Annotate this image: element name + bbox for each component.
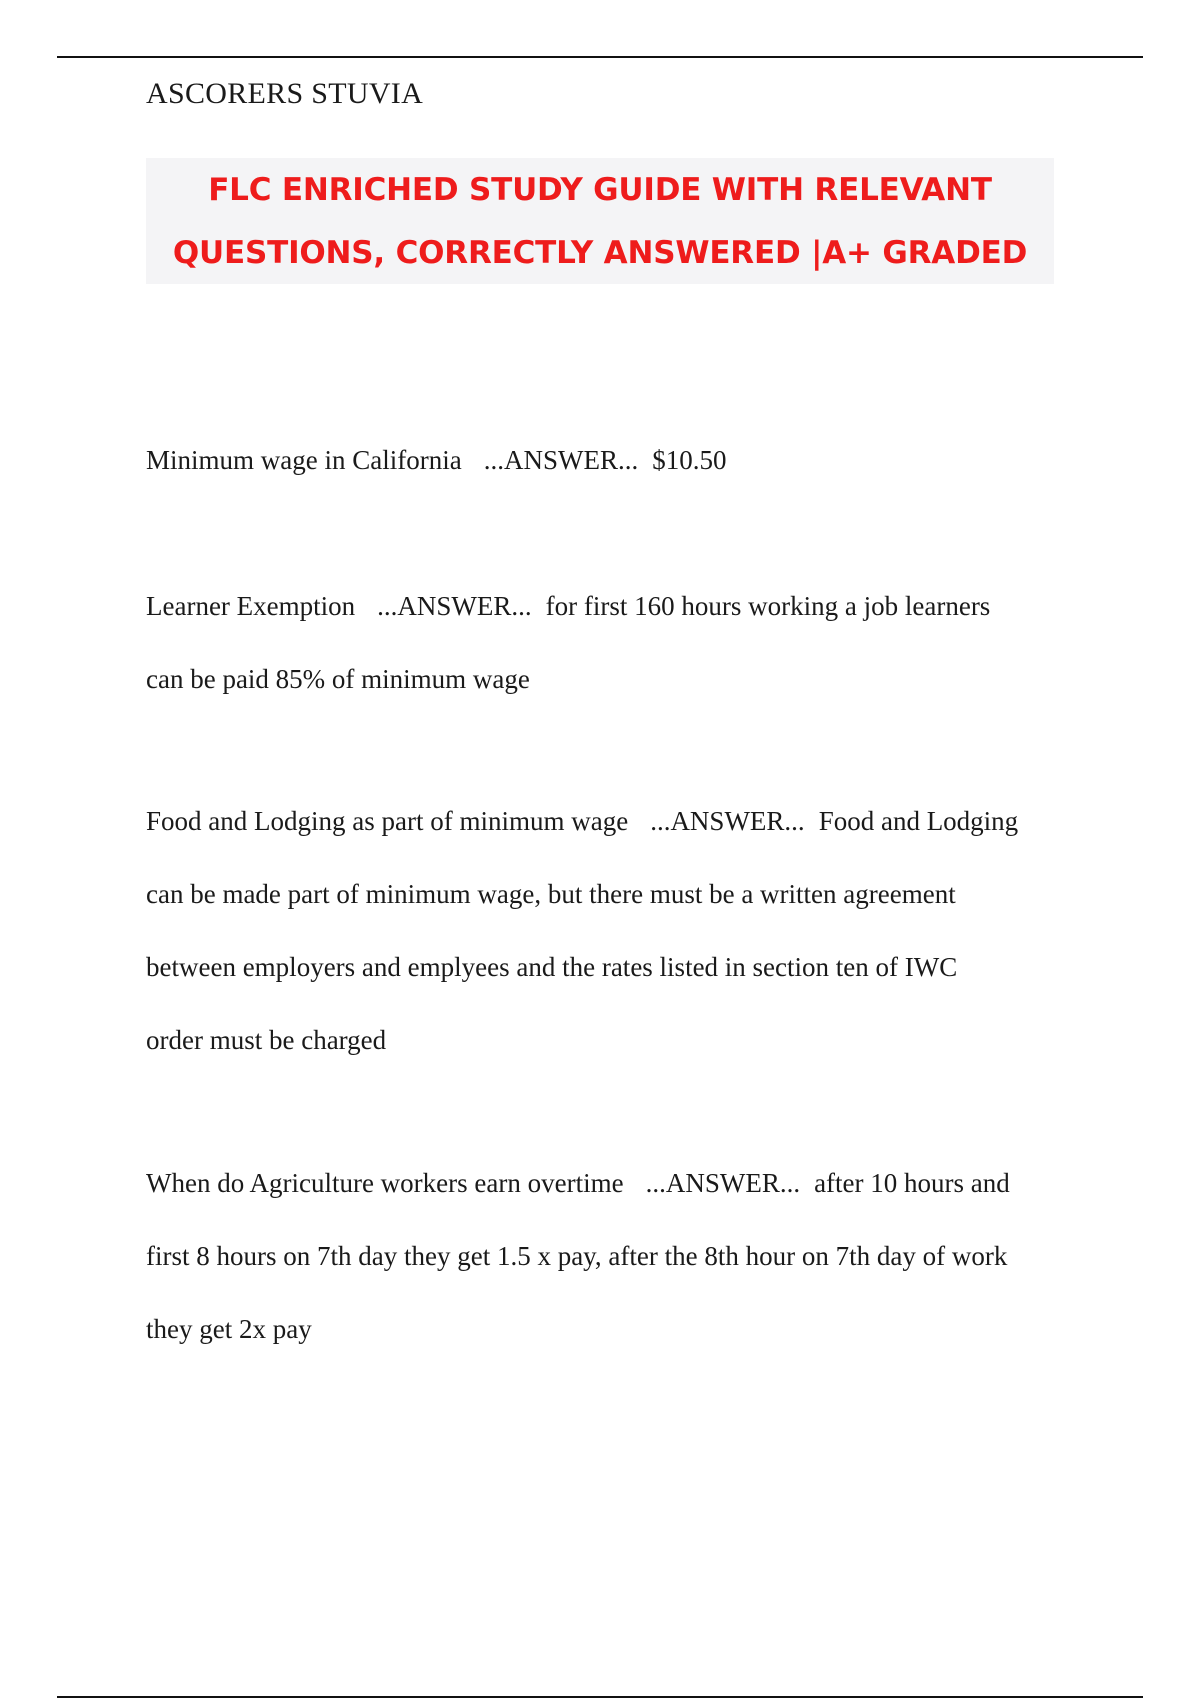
answer-continuation: can be paid 85% of minimum wage [146,664,530,694]
title-line-2: QUESTIONS, CORRECTLY ANSWERED |A+ GRADED [172,235,1028,271]
answer-text: for first 160 hours working a job learners [545,591,991,621]
bottom-rule [57,1696,1143,1698]
answer-continuation: order must be charged [146,1025,387,1055]
qa-line [146,424,1066,497]
answer-continuation: between employers and emplyees and the rates listed in section ten of IWC [146,952,958,982]
answer-text: Food and Lodging [818,806,1019,836]
question-text: Learner Exemption [146,591,356,621]
qa-line [146,570,1066,643]
top-rule [57,56,1143,58]
qa-line [146,785,1066,858]
header-brand: ASCORERS STUVIA [146,77,424,110]
answer-marker: ...ANSWER... [645,1168,801,1198]
answer-marker: ...ANSWER... [483,445,639,475]
answer-continuation: can be made part of minimum wage, but there must be a written agreement [146,879,956,909]
qa-item-agriculture-overtime [146,1147,1066,1366]
qa-item-food-lodging [146,785,1066,1077]
question-text: Minimum wage in California [146,445,462,475]
answer-continuation: first 8 hours on 7th day they get 1.5 x pay, after the 8th hour on 7th day of work [146,1241,1008,1271]
title-banner [146,158,1054,284]
question-text: Food and Lodging as part of minimum wage [146,806,629,836]
question-text: When do Agriculture workers earn overtime [146,1168,624,1198]
title-line-1: FLC ENRICHED STUDY GUIDE WITH RELEVANT [208,172,992,208]
answer-marker: ...ANSWER... [377,591,532,621]
answer-marker: ...ANSWER... [650,806,805,836]
qa-line [146,1147,1066,1220]
answer-text: after 10 hours and [814,1168,1010,1198]
qa-item-minimum-wage [146,424,1066,497]
answer-text: $10.50 [652,445,727,475]
qa-item-learner-exemption [146,570,1066,716]
answer-continuation: they get 2x pay [146,1314,312,1344]
